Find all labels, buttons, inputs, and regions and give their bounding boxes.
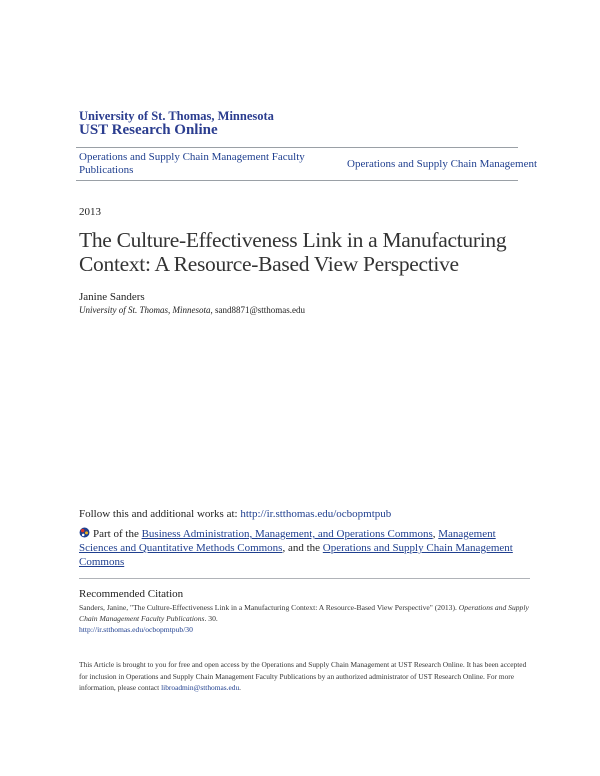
recommended-citation-text bbox=[79, 602, 529, 635]
citation-link[interactable]: http://ir.stthomas.edu/ocbopmtpub/30 bbox=[79, 625, 193, 634]
part-of-prefix: Part of the bbox=[93, 528, 139, 540]
institution-name[interactable]: University of St. Thomas, Minnesota bbox=[79, 109, 274, 123]
access-notice bbox=[79, 659, 534, 694]
follow-line bbox=[79, 508, 391, 520]
citation-series: Operations and Supply Chain Management Faculty Publications bbox=[79, 603, 529, 623]
contact-email-link[interactable]: libroadmin@stthomas.edu bbox=[161, 683, 240, 692]
follow-text: Follow this and additional works at: bbox=[79, 508, 238, 520]
article-title: The Culture-Effectiveness Link in a Manufacturing Context: A Resource-Based View Perspective bbox=[79, 228, 507, 276]
follow-link[interactable]: http://ir.stthomas.edu/ocbopmtpub bbox=[240, 508, 392, 520]
citation-tail: . 30. bbox=[204, 614, 218, 623]
collection-link-department[interactable]: Operations and Supply Chain Management bbox=[347, 158, 538, 170]
part-of-separator-2: , and the bbox=[282, 542, 321, 554]
author-email[interactable]: sand8871@stthomas.edu bbox=[215, 305, 306, 315]
commons-link-management-sciences[interactable]: Management Sciences and Quantitative Methods Commons bbox=[79, 528, 496, 554]
notice-text: This Article is brought to you for free and open access by the Operations and Supply Chain Management at UST Research Online. It has been accepted for inclusion in Operations and Supply Chain Management Faculty Publications by an authorized administrator of UST Research Online. For more information, please contact bbox=[79, 660, 527, 692]
commons-link-operations-supply-chain[interactable]: Operations and Supply Chain Management Commons bbox=[79, 542, 513, 568]
citation-divider bbox=[79, 578, 530, 579]
repository-name[interactable]: UST Research Online bbox=[79, 122, 218, 138]
collection-link-faculty-publications[interactable]: Operations and Supply Chain Management Faculty Publications bbox=[79, 151, 305, 176]
recommended-citation-heading: Recommended Citation bbox=[79, 588, 184, 600]
commons-link-business-admin[interactable]: Business Administration, Management, and Operations Commons bbox=[141, 528, 433, 540]
part-of-separator-1: , bbox=[432, 528, 436, 540]
network-commons-icon bbox=[79, 527, 90, 538]
author-name: Janine Sanders bbox=[79, 291, 145, 303]
author-affiliation: University of St. Thomas, Minnesota, sand8871@stthomas.edu bbox=[79, 305, 306, 315]
affiliation-text: University of St. Thomas, Minnesota bbox=[79, 305, 211, 315]
notice-end: . bbox=[239, 683, 242, 692]
publication-year: 2013 bbox=[79, 206, 101, 218]
part-of-section bbox=[79, 527, 529, 569]
citation-plain: Sanders, Janine, "The Culture-Effectiveness Link in a Manufacturing Context: A Resource-Based View Perspective" (2013). bbox=[79, 603, 457, 612]
